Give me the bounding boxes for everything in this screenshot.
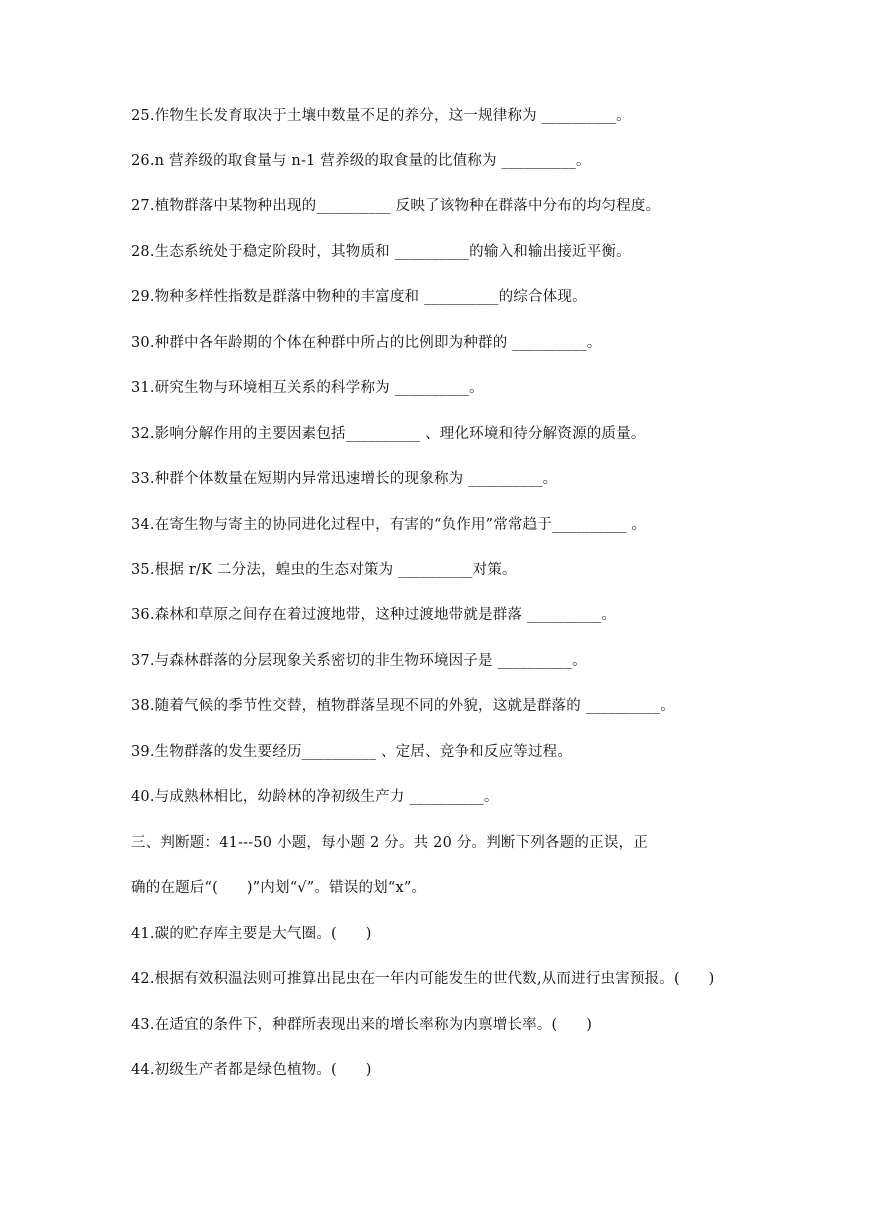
question-39: 39.生物群落的发生要经历__________ 、定居、竞争和反应等过程。 bbox=[131, 744, 573, 760]
question-31: 31.研究生物与环境相互关系的科学称为 __________。 bbox=[131, 380, 484, 396]
question-41: 41.碳的贮存库主要是大气圈。( ) bbox=[131, 926, 372, 942]
question-33: 33.种群个体数量在短期内异常迅速增长的现象称为 __________。 bbox=[131, 471, 558, 487]
question-36: 36.森林和草原之间存在着过渡地带，这种过渡地带就是群落 __________。 bbox=[131, 607, 617, 623]
question-35: 35.根据 r/K 二分法，蝗虫的生态对策为 __________对策。 bbox=[131, 562, 517, 578]
question-25: 25.作物生长发育取决于土壤中数量不足的养分，这一规律称为 __________。 bbox=[131, 108, 631, 124]
question-37: 37.与森林群落的分层现象关系密切的非生物环境因子是 __________。 bbox=[131, 653, 587, 669]
question-32: 32.影响分解作用的主要因素包括__________ 、理化环境和待分解资源的质量。 bbox=[131, 426, 646, 442]
question-44: 44.初级生产者都是绿色植物。( ) bbox=[131, 1062, 372, 1078]
question-34: 34.在寄生物与寄主的协同进化过程中，有害的“负作用”常常趋于__________ 。 bbox=[131, 517, 647, 533]
question-29: 29.物种多样性指数是群落中物种的丰富度和 __________的综合体现。 bbox=[131, 289, 587, 305]
question-28: 28.生态系统处于稳定阶段时，其物质和 __________的输入和输出接近平衡。 bbox=[131, 244, 631, 260]
question-42: 42.根据有效积温法则可推算出昆虫在一年内可能发生的世代数,从而进行虫害预报。( ) bbox=[131, 971, 715, 987]
question-27: 27.植物群落中某物种出现的__________ 反映了该物种在群落中分布的均匀程度。 bbox=[131, 198, 661, 214]
question-38: 38.随着气候的季节性交替，植物群落呈现不同的外貌，这就是群落的 __________。 bbox=[131, 698, 675, 714]
section-heading-judgement: 三、判断题：41---50 小题，每小题 2 分。共 20 分。判断下列各题的正误，正 bbox=[131, 835, 648, 851]
question-43: 43.在适宜的条件下，种群所表现出来的增长率称为内禀增长率。( ) bbox=[131, 1017, 593, 1033]
section-heading-continued: 确的在题后“( )”内划“√”。错误的划“x”。 bbox=[131, 880, 427, 896]
question-30: 30.种群中各年龄期的个体在种群中所占的比例即为种群的 __________。 bbox=[131, 335, 602, 351]
question-26: 26.n 营养级的取食量与 n-1 营养级的取食量的比值称为 __________。 bbox=[131, 153, 591, 169]
question-40: 40.与成熟林相比，幼龄林的净初级生产力 __________。 bbox=[131, 789, 499, 805]
